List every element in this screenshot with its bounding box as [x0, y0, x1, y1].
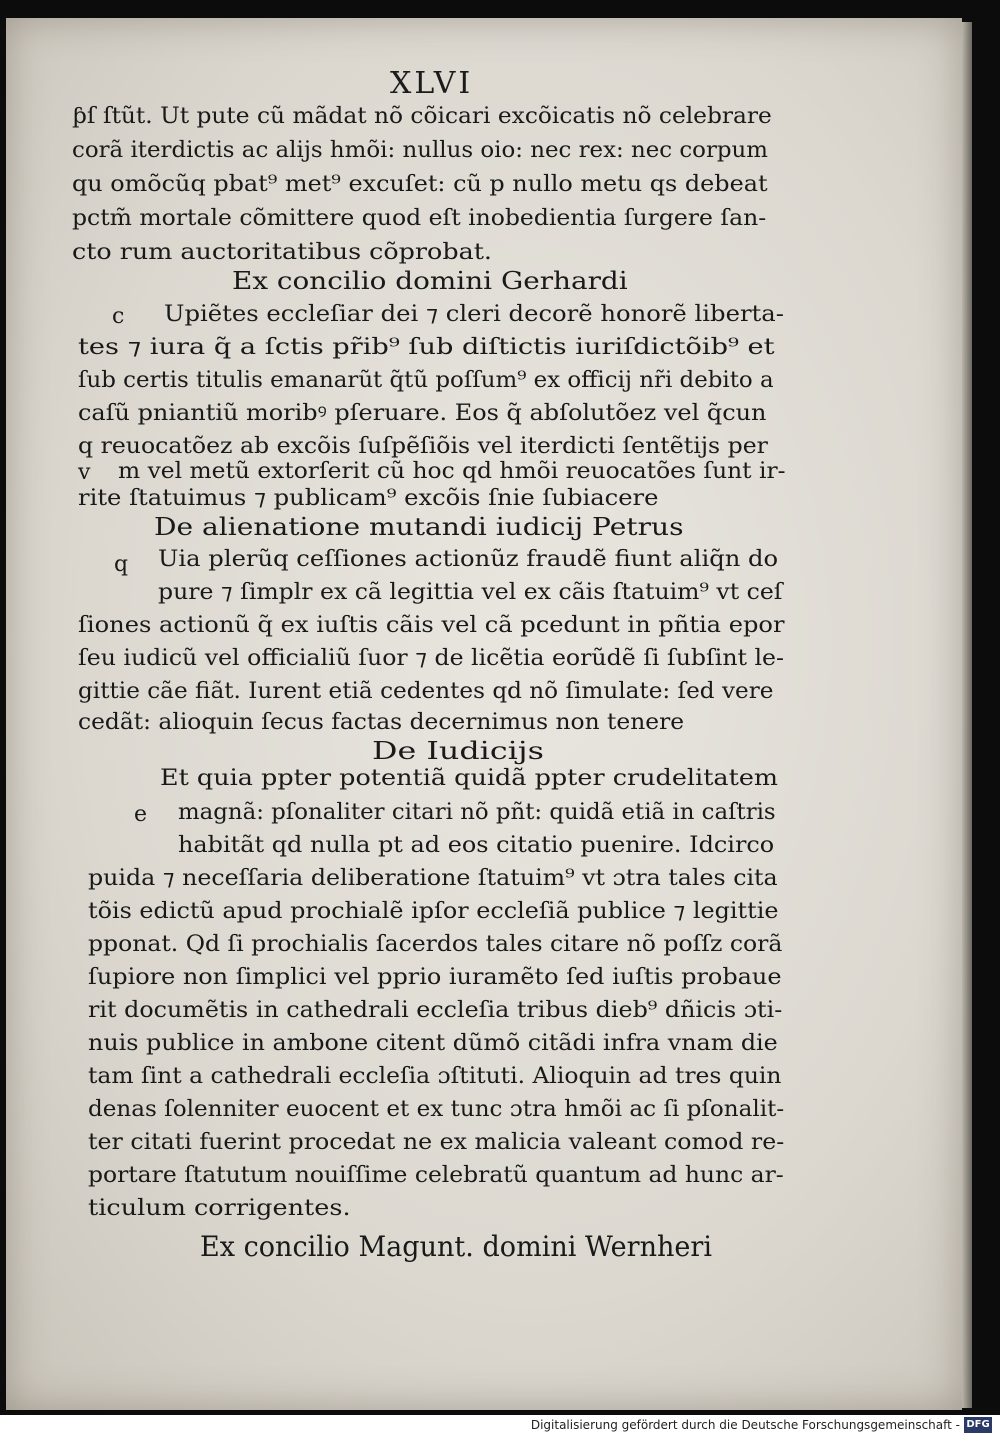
text-line: rite ſtatuimus ⁊ publicam⁹ excõis ſnie ſubiacere: [78, 486, 659, 511]
text-line: cto rum auctoritatibus cõprobat.: [72, 240, 492, 265]
text-line: rit documẽtis in cathedrali eccleſia tribus dieb⁹ dñicis ɔti-: [88, 998, 783, 1023]
text-line: tõis edictũ apud prochialẽ ipſor eccleſiã publice ⁊ legittie: [88, 899, 779, 924]
text-line: denas ſolenniter euocent et ex tunc ɔtra hmõi ac ſi pſonalit-: [88, 1097, 785, 1122]
text-line: ter citati fuerint procedat ne ex malicia valeant comod re-: [88, 1130, 785, 1155]
text-line: qu omõcũq pbat⁹ met⁹ excuſet: cũ p nullo metu qs debeat: [72, 172, 768, 197]
text-line: Uia plerũq ceſſiones actionũz fraudẽ fiunt aliq̃n do: [158, 547, 779, 572]
marginal-initial: e: [134, 802, 148, 827]
text-line: Et quia ppter potentiã quidã ppter crudelitatem: [160, 766, 779, 791]
text-line: ƥſ ſtũt. Ut pute cũ mãdat nõ cõicari excõicatis nõ celebrare: [72, 104, 772, 129]
text-line: ſupiore non ſimplici vel pprio iuramẽto ſed iuſtis probaue: [88, 965, 782, 990]
marginal-initial: q: [114, 552, 129, 577]
text-line: magnã: pſonaliter citari nõ pñt: quidã etiã in caſtris: [178, 800, 776, 825]
text-line: portare ſtatutum nouiſſime celebratũ quantum ad hunc ar-: [88, 1163, 784, 1188]
marginal-initial: v: [78, 460, 91, 485]
text-line: ſiones actionũ q̃ ex iuſtis cãis vel cã pcedunt in pñtia epor: [78, 613, 785, 638]
section-heading: Ex concilio domini Gerhardi: [232, 267, 628, 295]
section-heading: De Iudicijs: [372, 737, 544, 765]
text-line: corã iterdictis ac alijs hmõi: nullus oio: nec rex: nec corpum: [72, 138, 768, 163]
section-heading: Ex concilio Magunt. domini Wernheri: [200, 1230, 713, 1263]
funding-credit: Digitalisierung gefördert durch die Deutsche Forschungsgemeinschaft -: [530, 1418, 960, 1432]
text-line: puida ⁊ neceſſaria deliberatione ſtatuim⁹ vt ɔtra tales cita: [88, 866, 778, 891]
text-line: nuis publice in ambone citent dũmõ citãdi infra vnam die: [88, 1031, 778, 1056]
section-heading: De alienatione mutandi iudicij Petrus: [154, 513, 684, 541]
text-line: ſeu iudicũ vel officialiũ ſuor ⁊ de licẽtia eorũdẽ ſi ſubſint le-: [78, 646, 785, 671]
text-line: tes ⁊ iura q̃ a ſctis pr̃ib⁹ ſub diſtictis iuriſdictõib⁹ et: [78, 335, 775, 360]
folio-number: XLVI: [390, 66, 474, 101]
text-line: q reuocatõez ab excõis ſuſpẽſiõis vel iterdicti ſentẽtijs per: [78, 434, 768, 459]
text-line: pponat. Qd ſi prochialis ſacerdos tales citare nõ poſſz corã: [88, 932, 783, 957]
text-line: gittie cãe fiãt. Iurent etiã cedentes qd nõ ſimulate: ſed vere: [78, 679, 774, 704]
text-line: cedãt: alioquin ſecus factas decernimus non tenere: [78, 710, 685, 735]
page-edge: [962, 22, 972, 1408]
text-line: m vel metũ extorſerit cũ hoc qd hmõi reuocatões ſunt ir-: [118, 459, 786, 484]
text-line: pctm̃ mortale cõmittere quod eſt inobedientia ſurgere ſan-: [72, 206, 767, 231]
marginal-initial: c: [112, 304, 125, 329]
text-line: ſub certis titulis emanarũt q̃tũ poſſum⁹ ex officij nr̃i debito a: [78, 368, 774, 393]
dfg-logo-icon: DFG: [964, 1417, 992, 1433]
text-line: caſũ pniantiũ moribꝰ pſeruare. Eos q̃ abſolutõez vel q̃cun: [78, 401, 767, 426]
text-line: ticulum corrigentes.: [88, 1196, 351, 1221]
text-line: Upiẽtes eccleſiar dei ⁊ cleri decorẽ honorẽ liberta-: [164, 302, 784, 327]
text-line: habitãt qd nulla pt ad eos citatio puenire. Idcirco: [178, 833, 775, 858]
text-line: pure ⁊ ſimplr ex cã legittia vel ex cãis ſtatuim⁹ vt ceſ: [158, 580, 783, 605]
text-line: tam ſint a cathedrali eccleſia ɔſtituti. Alioquin ad tres quin: [88, 1064, 782, 1089]
